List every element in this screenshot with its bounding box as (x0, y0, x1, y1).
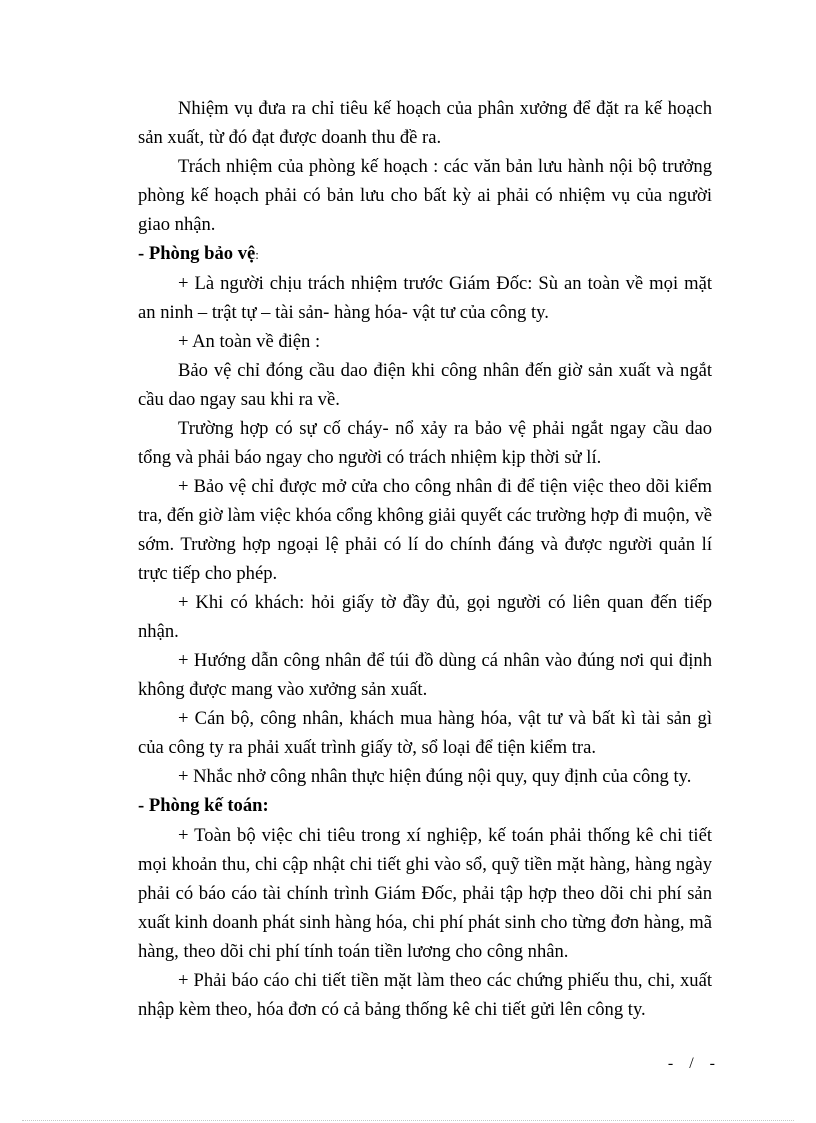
page-bottom-rule (22, 1120, 794, 1121)
paragraph-plan-responsibility: Trách nhiệm của phòng kế hoạch : các văn bản lưu hành nội bộ trưởng phòng kế hoạch phải có bản lưu cho bất kỳ ai phải có nhiệm vụ của người giao nhận. (138, 156, 712, 235)
heading-security-dept (138, 239, 712, 269)
paragraph-personal-items: + Hướng dẫn công nhân để túi đồ dùng cá nhân vào đúng nơi qui định không được mang vào xưởng sản xuất. (138, 650, 712, 700)
paragraph-fire-incident: Trường hợp có sự cố cháy- nổ xảy ra bảo vệ phải ngắt ngay cầu dao tổng và phải báo ngay cho người có trách nhiệm kịp thời sử lí. (138, 418, 712, 468)
heading-security-dept-text: - Phòng bảo vệ (138, 243, 256, 264)
paragraph-circuit-breaker: Bảo vệ chỉ đóng cầu dao điện khi công nhân đến giờ sản xuất và ngắt cầu dao ngay sau khi ra về. (138, 360, 712, 410)
paragraph-rules-reminder: + Nhắc nhở công nhân thực hiện đúng nội quy, quy định của công ty. (178, 766, 692, 787)
heading-security-dept-colon: : (255, 247, 259, 262)
paragraph-electrical-safety: + An toàn về điện : (178, 331, 321, 352)
paragraph-security-responsibility: + Là người chịu trách nhiệm trước Giám Đốc: Sù an toàn về mọi mặt an ninh – trật tự – tài sản- hàng hóa- vật tư của công ty. (138, 273, 712, 323)
paragraph-plan-duty: Nhiệm vụ đưa ra chỉ tiêu kế hoạch của phân xưởng để đặt ra kế hoạch sản xuất, từ đó đạt được doanh thu đề ra. (138, 98, 712, 148)
paragraph-gate-control: + Bảo vệ chỉ được mở cửa cho công nhân đi để tiện việc theo dõi kiểm tra, đến giờ làm việc khóa cổng không giải quyết các trường hợp đi muộn, về sớm. Trường hợp ngoại lệ phải có lí do chính đáng và được người quản lí trực tiếp cho phép. (138, 476, 713, 584)
heading-accounting-dept (138, 791, 712, 821)
paragraph-cash-report: + Phải báo cáo chi tiết tiền mặt làm theo các chứng phiếu thu, chi, xuất nhập kèm theo, hóa đơn có cả bảng thống kê chi tiết gửi lên công ty. (138, 970, 712, 1020)
paragraph-asset-inspection: + Cán bộ, công nhân, khách mua hàng hóa, vật tư và bất kì tài sản gì của công ty ra phải xuất trình giấy tờ, sổ loại để tiện kiểm tra. (138, 708, 712, 758)
page-number: - / - (667, 1055, 721, 1072)
paragraph-visitors: + Khi có khách: hỏi giấy tờ đầy đủ, gọi người có liên quan đến tiếp nhận. (138, 592, 712, 642)
paragraph-accounting-spending: + Toàn bộ việc chi tiêu trong xí nghiệp, kế toán phải thống kê chi tiết mọi khoản thu, chi cập nhật chi tiết ghi vào sổ, quỹ tiền mặt hàng, hàng ngày phải có báo cáo tài chính trình Giám Đốc, phải tập hợp theo dõi chi phí sản xuất kinh doanh phát sinh hàng hóa, chi phí phát sinh cho từng đơn hàng, mã hàng, theo dõi chi phí tính toán tiền lương cho công nhân. (138, 825, 712, 962)
heading-accounting-dept-text: - Phòng kế toán: (138, 795, 269, 816)
document-body (138, 94, 712, 1024)
